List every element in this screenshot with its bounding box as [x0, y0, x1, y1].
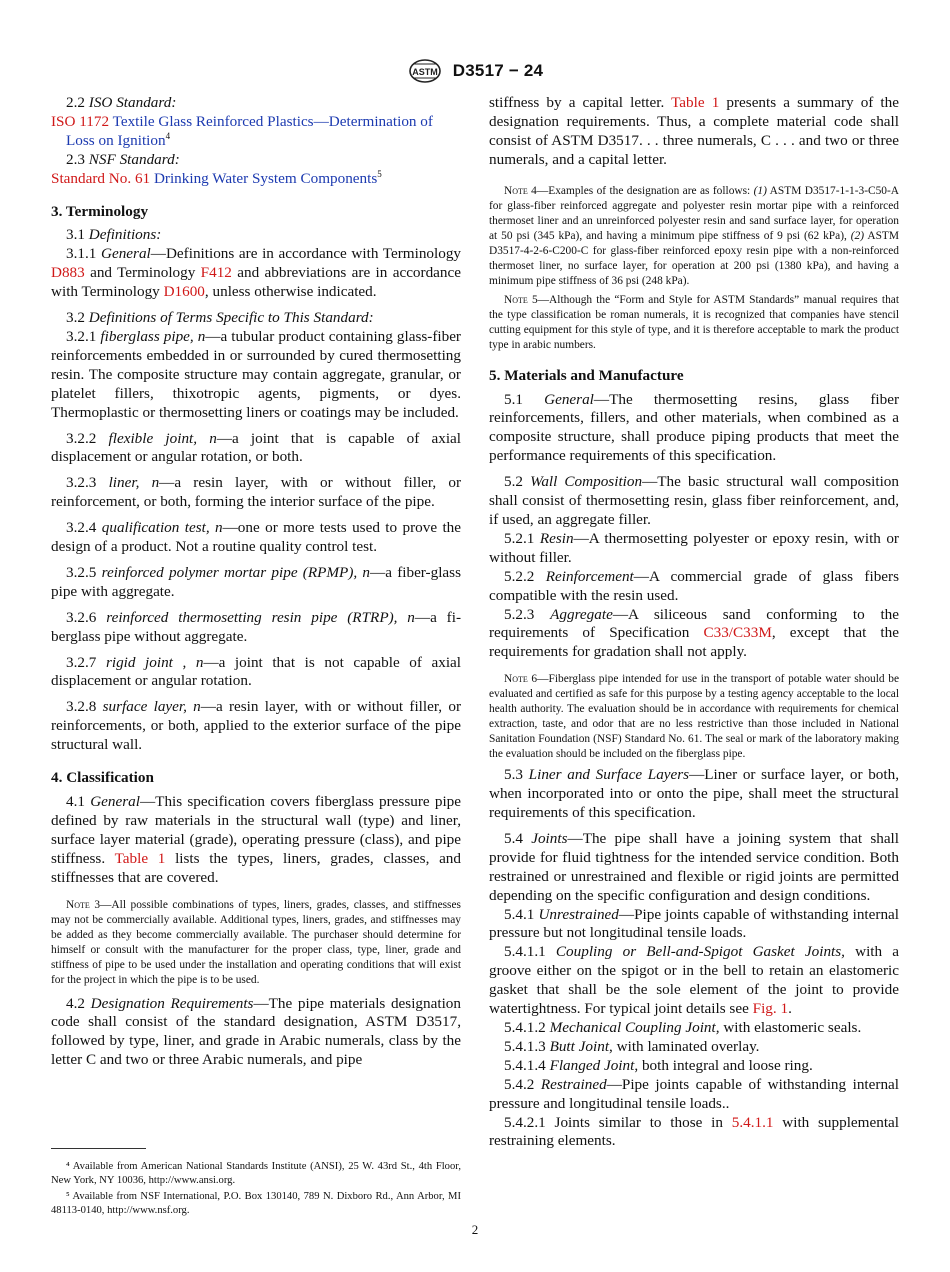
table-1-link-2[interactable]: Table 1 [671, 94, 720, 111]
standard-designation: D3517 − 24 [452, 61, 544, 80]
iso-1172-link[interactable]: ISO 1172 [51, 112, 110, 130]
section-2-2: 2.2 ISO Standard: [66, 94, 177, 111]
note-6: Note 6—Fiberglass pipe intended for use in the transport of potable water should be evaluated and certified as safe for this purpose by a testing agency acceptable to the local health authority. The evaluation should be in accordance with requirements for chemical extraction, taste, and odor that are no less restrictive than those included in National Sanitation Foundation (NSF) Standard No. 61. The seal or mark of the laboratory making the evaluation should be included on the fiberglass pipe. [489, 673, 900, 761]
ref-iso-1172: ISO 1172 Textile Glass Reinforced Plastics—Determination of Loss on Ignition$^4$ [51, 112, 433, 149]
heading-materials: 5. Materials and Manufacture [489, 366, 684, 384]
note-3: Note 3—All possible combinations of types, liners, grades, classes, and stiffnesses may not be commercially available. Additional types, liners, grades, and stiffnesses may be added as they become commercially available. The purchaser should determine for himself or consult with the manufacturer for the proper class, type, liner, grade and stiffness of pipe to be used under the installation and operating conditions that will exist for the project in which the pipe is to be used. [51, 898, 461, 986]
nsf-61-link[interactable]: Standard No. 61 [51, 169, 151, 187]
section-5-3: 5.3 Liner and Surface Layers—Liner or surface layer, or both, when incorporated into or onto the pipe, shall meet the structural requirements of this specification. [489, 766, 899, 822]
right-column [489, 94, 899, 1151]
f412-link[interactable]: F412 [200, 264, 232, 282]
note-4: Note 4—Examples of the designation are as follows: (1) ASTM D3517-1-1-3-C50-A for glass-fiber reinforced aggregate and polyester resin mortar pipe with a reinforced thermoset liner and an unreinforced polyester resin and sand surface layer, for operation at 50 psi (345 kPa), and having a minimum pipe stiffness of 9 psi (62 kPa), (2) ASTM D3517-4-2-6-C200-C for glass-fiber reinforced epoxy resin pipe with a non-reinforced thermoset liner, no surface layer, for operation at 200 psi (1380 kPa), and having a minimum pipe stiffness of 36 psi (248 kPa). [489, 184, 899, 287]
section-3-1-1: 3.1.1 General—Definitions are in accordance with Terminology D883 and Terminology F412 and abbreviations are in accordance with Terminology D1600, unless otherwise indicated. [51, 245, 462, 301]
note-5: Note 5—Although the “Form and Style for ASTM Standards” manual requires that the type classification be roman numerals, it is recognized that companies have stencil cutting equipment for this style of type, and it is therefore acceptable to mark the product type in arabic numbers. [489, 293, 899, 351]
section-5-1: 5.1 General—The thermosetting resins, glass fiber reinforcements, fillers, and other materials, when combined as a composite structure, shall produce piping products that meet the performance requirements of this specification. [489, 390, 900, 465]
ref-nsf-61: Standard No. 61 Drinking Water System Components$^5$ [51, 168, 382, 187]
section-3-2-5: 3.2.5 reinforced polymer mortar pipe (RPMP), n—a fiber-glass pipe with aggregate. [51, 563, 461, 600]
section-3-2-4: 3.2.4 qualification test, n—one or more tests used to prove the design of a product. Not a routine quality control test. [51, 519, 461, 556]
fig-1-link[interactable]: Fig. 1 [752, 1000, 789, 1018]
section-3-1: 3.1 Definitions: [66, 226, 162, 244]
section-3-2-2: 3.2.2 flexible joint, n—a joint that is capable of axial displacement or angular rotation, or both. [51, 429, 462, 466]
section-5-4-2-1: 5.4.2.1 Joints similar to those in 5.4.1.1 with supplemental restraining elements. [489, 1113, 900, 1150]
d1600-link[interactable]: D1600 [163, 283, 205, 301]
section-2-3: 2.3 NSF Standard: [66, 150, 180, 168]
section-3-2-8: 3.2.8 surface layer, n—a resin layer, with or without filler, or reinforcements, or both, applied to the exterior surface of the pipe structural wall. [51, 698, 462, 754]
section-3-2-6: 3.2.6 reinforced thermosetting resin pipe (RTRP), n—a fi-berglass pipe without aggregate. [51, 608, 462, 645]
section-3-2-3: 3.2.3 liner, n—a resin layer, with or without filler, or reinforcement, or both, forming the interior surface of the pipe. [51, 474, 461, 511]
heading-terminology: 3. Terminology [51, 202, 149, 220]
section-5-2-1: 5.2.1 Resin—A thermosetting polyester or epoxy resin, with or without filler. [489, 529, 899, 566]
section-5-4-1-1-link[interactable]: 5.4.1.1 [731, 1113, 774, 1131]
footnote-4: ⁴ Available from American National Standards Institute (ANSI), 25 W. 43rd St., 4th Floor, New York, NY 10036, http://www.ansi.org. [51, 1161, 461, 1186]
d883-link[interactable]: D883 [51, 264, 85, 282]
page-header [0, 58, 950, 84]
section-5-4-2: 5.4.2 Restrained—Pipe joints capable of withstanding internal pressure and longitudinal tensile loads.. [489, 1075, 899, 1112]
section-5-4-1-4: 5.4.1.4 Flanged Joint, both integral and loose ring. [504, 1056, 813, 1074]
section-3-2-1: 3.2.1 fiberglass pipe, n—a tubular product containing glass-fiber reinforcements embedded in or surrounded by cured thermosetting resin. The composite structure may contain aggregate, granular, or platelet fillers, thixotropic agents, pigments, or dyes. Thermoplastic or thermosetting liners or coatings may be included. [51, 327, 461, 421]
section-5-4-1-2: 5.4.1.2 Mechanical Coupling Joint, with elastomeric seals. [504, 1019, 862, 1036]
footnote-5: ⁵ Available from NSF International, P.O. Box 130140, 789 N. Dixboro Rd., Ann Arbor, MI 48113-0140, http://www.nsf.org. [51, 1191, 461, 1216]
section-3-2: 3.2 Definitions of Terms Specific to This Standard: [66, 309, 374, 327]
page-number: 2 [471, 1222, 479, 1237]
section-4-1: 4.1 General—This specification covers fiberglass pressure pipe defined by raw materials in the structural wall (type) and liner, surface layer material (grade), operating pressure (class), and pipe stiffness. Table 1 lists the types, liners, grades, classes, and stiffnesses that are covered. [51, 793, 461, 886]
astm-logo-icon [407, 58, 443, 84]
section-5-4: 5.4 Joints—The pipe shall have a joining system that shall provide for fluid tightness for the intended service condition. Both restrained or unrestrained and flexible or rigid joints are permitted depending on the specific configuration and design conditions. [489, 829, 899, 904]
section-5-4-1-3: 5.4.1.3 Butt Joint, with laminated overlay. [504, 1037, 760, 1055]
section-4-2-continued: stiffness by a capital letter. Table 1 presents a summary of the designation requirements. Thus, a complete material code shall consist of ASTM D3517. . . three numerals, C . . . and two or three numerals, and a capital letter. [489, 94, 899, 168]
section-5-4-1: 5.4.1 Unrestrained—Pipe joints capable of withstanding internal pressure but not longitudinal tensile loads. [489, 905, 899, 942]
section-3-2-7: 3.2.7 rigid joint , n—a joint that is not capable of axial displacement or angular rotation. [51, 653, 462, 690]
footnotes [51, 1160, 461, 1220]
heading-classification: 4. Classification [51, 769, 154, 787]
svg-text:ASTM: ASTM [412, 67, 438, 77]
footnote-rule [51, 1148, 146, 1149]
iso-1172-title-link[interactable]: Textile Glass Reinforced Plastics—Determination of Loss on Ignition [66, 112, 433, 149]
section-4-2: 4.2 Designation Requirements—The pipe materials designation code shall consist of the standard designation, ASTM D3517, followed by type, liner, and grade in Arabic numerals, class by the letter C and two or three Arabic numerals, and pipe [51, 994, 461, 1069]
section-5-2-2: 5.2.2 Reinforcement—A commercial grade of glass fibers compatible with the resin used. [489, 567, 899, 604]
c33-link[interactable]: C33/C33M [703, 624, 772, 642]
section-5-2-3: 5.2.3 Aggregate—A siliceous sand conforming to the requirements of Specification C33/C33M, except that the requirements for gradation shall not apply. [489, 605, 900, 661]
section-5-4-1-1: 5.4.1.1 Coupling or Bell-and-Spigot Gasket Joints, with a groove either on the spigot or in the bell to retain an elastomeric gasket that shall be the sole element of the joint to provide watertightness. For typical joint details see Fig. 1. [489, 943, 900, 1018]
table-1-link[interactable]: Table 1 [114, 849, 166, 867]
left-column [51, 94, 461, 1070]
section-5-2: 5.2 Wall Composition—The basic structural wall composition shall consist of thermosetting resin, glass fiber reinforcement, and, if used, an aggregate filler. [489, 473, 899, 528]
nsf-61-title-link[interactable]: Drinking Water System Components [153, 169, 378, 187]
